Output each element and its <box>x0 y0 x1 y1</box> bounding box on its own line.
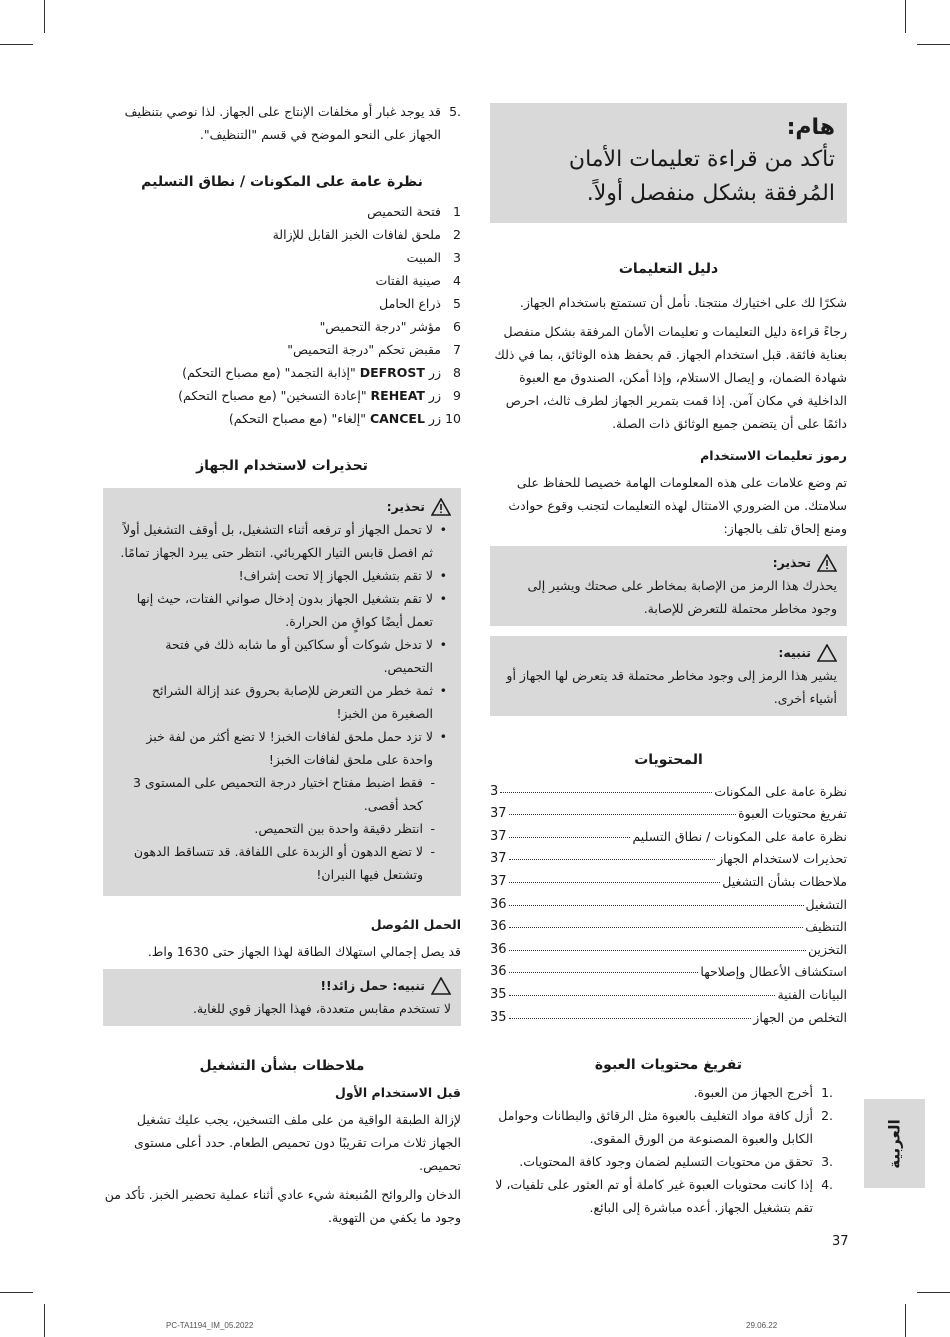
toc-page: 37 <box>490 851 507 867</box>
toc-page: 35 <box>490 1009 507 1025</box>
list-item: - لا تضع الدهون أو الزبدة على اللفافة. قد تتساقط الدهون وتشتعل فيها النيران! <box>113 840 441 886</box>
important-title: هام: <box>786 115 835 140</box>
toc-row[interactable] <box>490 889 847 912</box>
overload-text: لا تستخدم مقابس متعددة، فهذا الجهاز قوي للغاية. <box>192 1001 451 1016</box>
toc-leader <box>509 1018 752 1019</box>
step-text: أخرج الجهاز من العبوة. <box>693 1084 813 1100</box>
warning-triangle-icon <box>431 498 451 516</box>
list-item <box>490 1173 833 1219</box>
item-number: 2 <box>453 227 461 242</box>
warnings-heading: تحذيرات لاستخدام الجهاز <box>196 458 368 474</box>
toc-row[interactable] <box>490 1002 847 1025</box>
item-number: 7 <box>453 342 461 357</box>
caution-label: تنبيه: <box>778 645 811 660</box>
item-text: ذراع الحامل <box>379 296 441 311</box>
step-number: .2 <box>821 1107 833 1123</box>
step-text: قد يوجد غبار أو مخلفات الإنتاج على الجهاز. لذا نوصي بتنظيف الجهاز على النحو الموضح في قسم "التنظيف". <box>124 104 441 142</box>
toc-row[interactable] <box>490 799 847 822</box>
list-item: • لا تقم بتشغيل الجهاز بدون إدخال صواني الفتات، حيث إنها تعمل أيضًا كواقٍ من الحرارة. <box>113 587 451 633</box>
toc-label: تحذيرات لاستخدام الجهاز <box>717 851 847 867</box>
item-number: 10 <box>445 411 461 426</box>
step-text: إذا كانت محتويات العبوة غير كاملة أو تم العثور على تلفيات، لا تقم بتشغيل الجهاز. أعده مباشرة إلى البائع. <box>495 1176 813 1215</box>
toc-label: استكشاف الأعطال وإصلاحها <box>700 964 847 980</box>
item-prefix: زر <box>424 388 441 403</box>
manual-paragraph: رجاءً قراءة دليل التعليمات و تعليمات الأمان المرفقة بشكل منفصل بعناية فائقة. قبل استخدام الجهاز. قم بحفظ هذه الوثائق، بما في ذلك شهادة الضمان، و إيصال الاستلام، وإذا أمكن، الصندوق مع العبوة الداخلية في مكان آمن. إذا قمت بتمرير الجهاز لطرف ثالث، احرص دائمًا على أن يتضمن جميع الوثائق ذات الصلة. <box>494 324 847 431</box>
toc-page: 37 <box>490 873 507 889</box>
toc-row[interactable] <box>490 957 847 980</box>
components-heading: نظرة عامة على المكونات / نطاق التسليم <box>141 174 423 190</box>
toc-page: 3 <box>490 783 499 799</box>
manual-heading: دليل التعليمات <box>618 261 719 277</box>
important-body: تأكد من قراءة تعليمات الأمان المُرفقة بشكل منفصل أولاً. <box>568 147 835 206</box>
language-tab <box>864 1099 925 1188</box>
symbols-heading: رموز تعليمات الاستخدام <box>700 448 847 463</box>
list-item <box>103 315 461 338</box>
toc-label: تفريغ محتويات العبوة <box>738 806 847 822</box>
unpacking-steps <box>490 1081 847 1219</box>
warnings-label: تحذير: <box>386 499 425 514</box>
list-item: • ثمة خطر من التعرض للإصابة بحروق عند إزالة الشرائح الصغيرة من الخبز! <box>113 679 451 725</box>
toc-label: التخزين <box>807 941 847 957</box>
list-item <box>103 384 461 407</box>
caution-triangle-icon <box>431 977 451 995</box>
toc-label: ملاحظات بشأن التشغيل <box>722 873 847 889</box>
toc-label: نظرة عامة على المكونات <box>714 783 847 799</box>
step-number: .1 <box>821 1084 833 1100</box>
load-text: قد يصل إجمالي استهلاك الطاقة لهذا الجهاز حتى 1630 واط. <box>147 944 461 959</box>
item-text: "إذابة التجمد" (مع مصباح التحكم) <box>182 365 360 380</box>
list-item: - انتظر دقيقة واحدة بين التحميص. <box>113 817 441 840</box>
step-number: .3 <box>821 1153 833 1169</box>
toc-leader <box>509 905 804 906</box>
warning-text: يحذرك هذا الرمز من الإصابة بمخاطر على صحتك ويشير إلى وجود مخاطر محتملة للتعرض للإصابة. <box>527 578 837 616</box>
toc-page: 36 <box>490 941 507 957</box>
warnings-sublist <box>113 771 441 886</box>
smoke-text: الدخان والروائح المُنبعثة شيء عادي أثناء عملية تحضير الخبز. تأكد من وجود ما يكفي من التهوية. <box>104 1187 461 1225</box>
list-item <box>103 223 461 246</box>
list-item <box>103 361 461 384</box>
toc-label: التنظيف <box>805 919 847 935</box>
list-item: - فقط اضبط مفتاح اختيار درجة التحميص على المستوى 3 كحد أقصى. <box>113 771 441 817</box>
footer-date: 29.06.22 <box>746 1321 778 1330</box>
list-item <box>103 338 461 361</box>
warnings-list <box>113 518 451 771</box>
step-number: .4 <box>821 1176 833 1192</box>
components-list <box>103 200 461 430</box>
toc-leader <box>509 859 716 860</box>
crop-mark <box>905 1304 906 1337</box>
list-item <box>103 407 461 430</box>
step-text: أزل كافة مواد التغليف بالعبوة مثل الرقائق والبطانات وحوامل الكابل والعبوة المصنوعة من الورق المقوى. <box>498 1107 813 1146</box>
item-number: 5 <box>453 296 461 311</box>
overload-box <box>103 969 461 1026</box>
crop-mark <box>44 0 45 33</box>
toc-page: 36 <box>490 964 507 980</box>
step-text: تحقق من محتويات التسليم لضمان وجود كافة المحتويات. <box>519 1153 813 1169</box>
toc-page: 35 <box>490 986 507 1002</box>
item-prefix: زر <box>424 365 441 380</box>
item-text: مقبض تحكم "درجة التحميص" <box>287 342 441 357</box>
item-text: فتحة التحميص <box>367 204 441 219</box>
toc-row[interactable] <box>490 979 847 1002</box>
unpacking-heading: تفريغ محتويات العبوة <box>594 1056 743 1073</box>
item-number: 1 <box>453 204 461 219</box>
toc-page: 37 <box>490 828 507 844</box>
item-prefix: زر <box>424 411 441 426</box>
list-item <box>103 292 461 315</box>
first-use-heading: قبل الاستخدام الأول <box>334 1085 461 1100</box>
load-heading: الحمل المُوصل <box>370 917 461 932</box>
overload-label: تنبيه: حمل زائد!! <box>320 978 425 993</box>
button-key-name: DEFROST <box>359 365 425 380</box>
toc-label: نظرة عامة على المكونات / نطاق التسليم <box>632 828 847 844</box>
toc-label: التشغيل <box>805 896 847 912</box>
toc-row[interactable] <box>490 821 847 844</box>
item-text: صينية الفتات <box>375 273 441 288</box>
warning-label: تحذير: <box>772 555 811 570</box>
list-item <box>490 1081 833 1104</box>
button-key-name: CANCEL <box>369 411 425 426</box>
toc-label: البيانات الفنية <box>777 986 847 1002</box>
crop-mark <box>905 0 906 33</box>
toc-row[interactable] <box>490 776 847 799</box>
item-text: "إلغاء" (مع مصباح التحكم) <box>228 411 370 426</box>
caution-text: يشير هذا الرمز إلى وجود مخاطر محتملة قد يتعرض لها الجهاز أو أشياء أخرى. <box>506 668 837 706</box>
toc-leader <box>509 972 699 973</box>
caution-triangle-icon <box>817 644 837 662</box>
list-item: • لا تزد حمل ملحق لفافات الخبز! لا تضع أكثر من لفة خبز واحدة على ملحق لفافات الخبز! <box>113 725 451 771</box>
crop-mark <box>917 44 950 45</box>
item-text: المبيت <box>406 250 441 265</box>
toc-leader <box>509 837 631 838</box>
item-text: مؤشر "درجة التحميص" <box>319 319 441 334</box>
manual-intro: شكرًا لك على اختيارك منتجنا. نأمل أن تستمتع باستخدام الجهاز. <box>519 295 847 310</box>
list-item: • لا تحمل الجهاز أو ترفعه أثناء التشغيل، بل أوقف التشغيل أولاً ثم افصل قابس التيار الكهربائي. انتظر حتى يبرد الجهاز تمامًا. <box>113 518 451 564</box>
list-item <box>103 200 461 223</box>
toc-row[interactable] <box>490 934 847 957</box>
warning-triangle-icon <box>817 554 837 572</box>
table-of-contents <box>490 776 847 1025</box>
item-text: ملحق لفافات الخبز القابل للإزالة <box>272 227 441 242</box>
toc-row[interactable] <box>490 844 847 867</box>
crop-mark <box>44 1304 45 1337</box>
toc-page: 37 <box>490 806 507 822</box>
item-text: "إعادة التسخين" (مع مصباح التحكم) <box>178 388 371 403</box>
warnings-box <box>103 488 461 896</box>
page-number: 37 <box>832 1234 849 1249</box>
first-use-text: لإزالة الطبقة الواقية من على ملف التسخين، يجب عليك تشغيل الجهاز ثلاث مرات تقريبًا دون تحميص الطعام. حدد أعلى مستوى تحميص. <box>134 1112 461 1173</box>
list-item <box>103 269 461 292</box>
footer-document-code: PC-TA1194_IM_05.2022 <box>166 1321 254 1330</box>
crop-mark <box>917 1292 950 1293</box>
toc-leader <box>509 814 737 815</box>
toc-label: التخلص من الجهاز <box>753 1009 847 1025</box>
toc-leader <box>500 792 712 793</box>
step-number: .5 <box>449 104 461 119</box>
unpacking-step-5 <box>103 100 461 146</box>
language-tab-label: العربية <box>885 1118 904 1169</box>
crop-mark <box>0 1292 33 1293</box>
toc-row[interactable] <box>490 866 847 889</box>
caution-symbol-box <box>490 636 847 716</box>
item-number: 4 <box>453 273 461 288</box>
list-item <box>103 246 461 269</box>
item-number: 6 <box>453 319 461 334</box>
contents-heading: المحتويات <box>634 752 703 768</box>
toc-row[interactable] <box>490 912 847 935</box>
list-item: • لا تدخل شوكات أو سكاكين أو ما شابه ذلك في فتحة التحميص. <box>113 633 451 679</box>
button-key-name: REHEAT <box>370 388 425 403</box>
toc-leader <box>509 995 776 996</box>
crop-mark <box>0 44 33 45</box>
toc-leader <box>509 927 804 928</box>
operation-heading: ملاحظات بشأن التشغيل <box>199 1058 365 1074</box>
list-item <box>490 1150 833 1173</box>
toc-page: 36 <box>490 919 507 935</box>
symbols-text: تم وضع علامات على هذه المعلومات الهامة خصيصا للحفاظ على سلامتك. من الضروري الامتثال لهذه التعليمات لتجنب وقوع حوادث ومنع إلحاق تلف بالجهاز: <box>508 475 847 536</box>
warning-symbol-box <box>490 546 847 626</box>
list-item <box>490 1104 833 1150</box>
right-column <box>490 103 847 1219</box>
important-notice <box>490 103 847 223</box>
left-column <box>103 100 461 1235</box>
item-number: 3 <box>453 250 461 265</box>
list-item <box>103 100 461 146</box>
item-number: 9 <box>453 388 461 403</box>
toc-leader <box>509 882 721 883</box>
toc-leader <box>509 950 806 951</box>
list-item: • لا تقم بتشغيل الجهاز إلا تحت إشراف! <box>113 564 451 587</box>
item-number: 8 <box>453 365 461 380</box>
toc-page: 36 <box>490 896 507 912</box>
